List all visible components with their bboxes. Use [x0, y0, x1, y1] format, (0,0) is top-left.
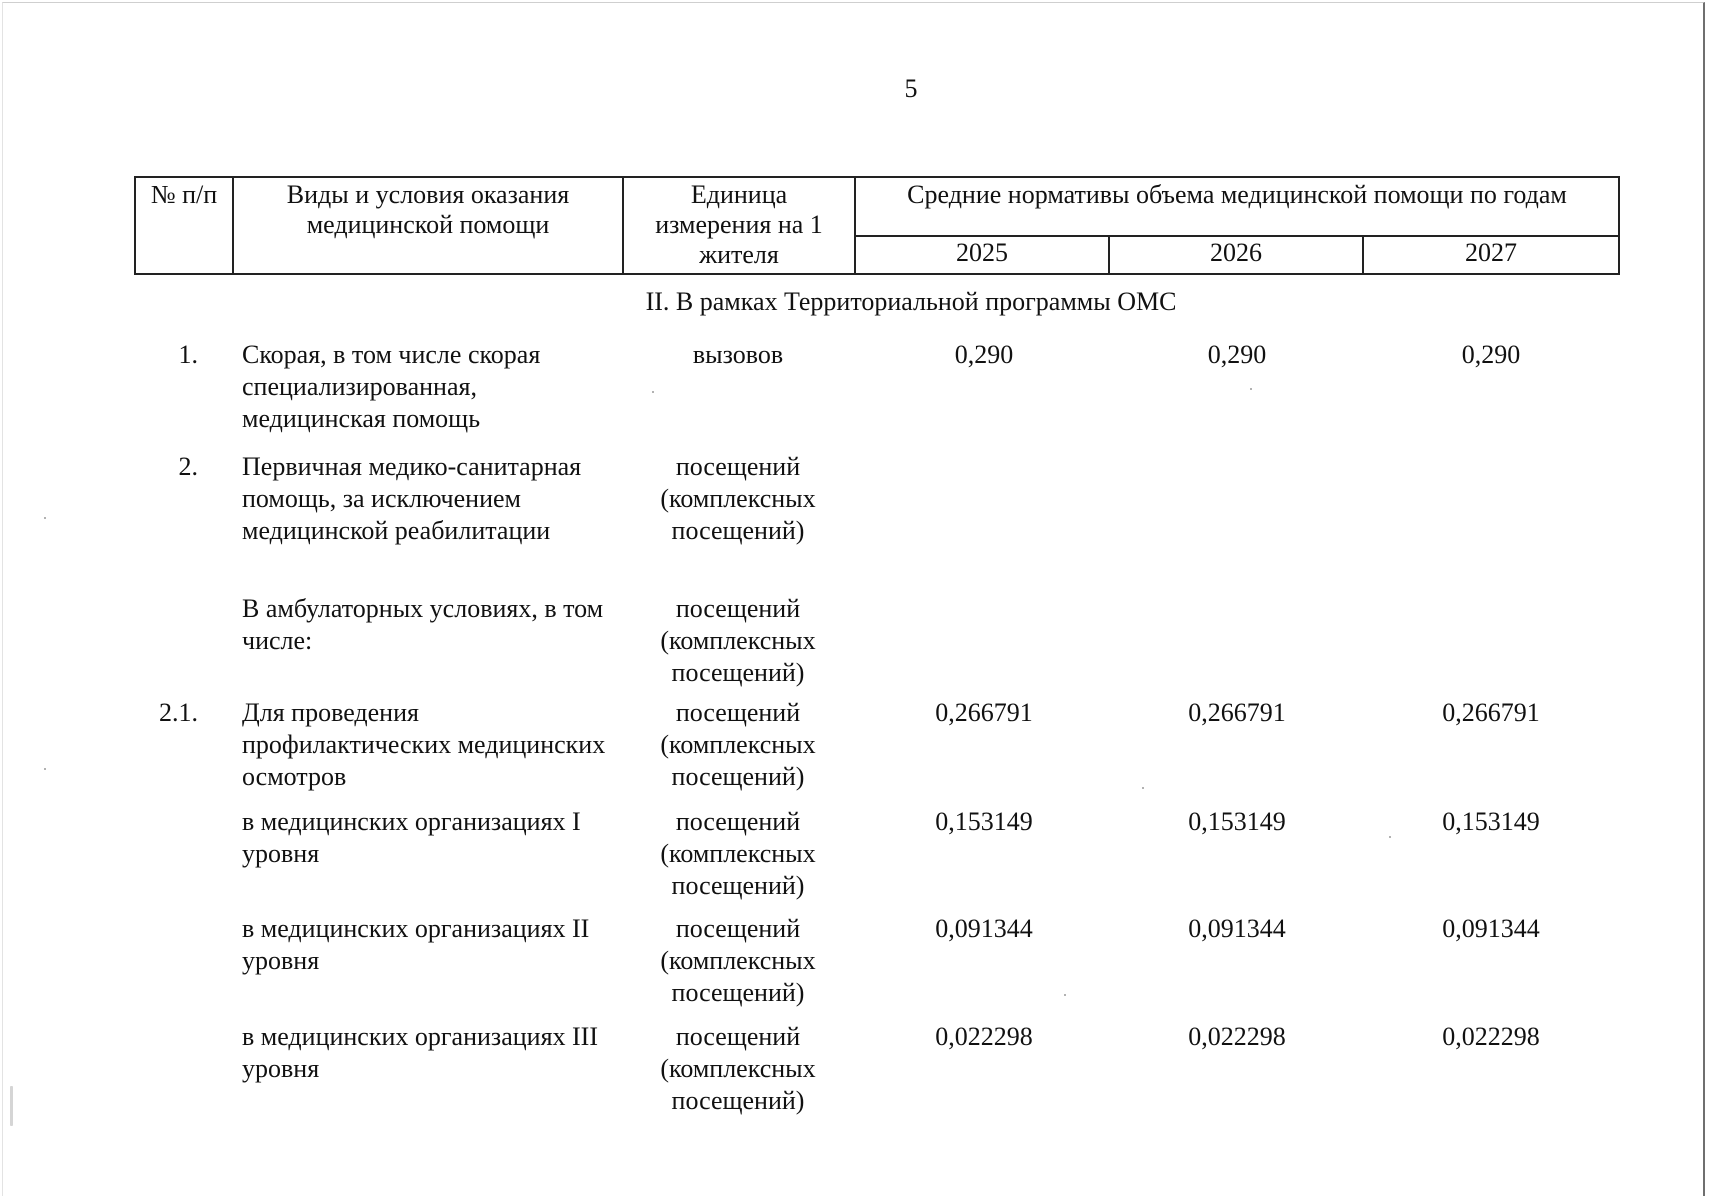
row-number: 2.1.	[159, 698, 198, 727]
header-col-norms: Средние нормативы объема медицинской помощи по годам	[855, 177, 1619, 236]
row-care-type: в медицинских организациях II уровня	[242, 914, 590, 975]
row-care-type: В амбулаторных условиях, в том числе:	[242, 594, 604, 655]
row-value-2027: 0,022298	[1442, 1022, 1540, 1051]
row-unit: посещений (комплексных посещений)	[660, 914, 816, 1007]
scan-speck	[652, 391, 654, 393]
row-unit: посещений (комплексных посещений)	[660, 698, 816, 791]
row-value-2025: 0,091344	[935, 914, 1033, 943]
row-value-2025: 0,266791	[935, 698, 1033, 727]
row-unit: вызовов	[692, 340, 784, 369]
row-value-2027: 0,290	[1461, 340, 1521, 369]
row-care-type: Скорая, в том числе скорая специализированная, медицинская помощь	[242, 340, 541, 433]
row-care-type: в медицинских организациях III уровня	[242, 1022, 599, 1083]
scan-speck	[44, 768, 46, 770]
scan-speck	[10, 1086, 13, 1126]
row-value-2025: 0,022298	[935, 1022, 1033, 1051]
row-value-2027: 0,153149	[1442, 807, 1540, 836]
row-value-2026: 0,290	[1207, 340, 1267, 369]
scan-speck	[1389, 836, 1391, 838]
header-col-number: № п/п	[135, 177, 233, 274]
row-unit: посещений (комплексных посещений)	[660, 1022, 816, 1115]
row-value-2027: 0,091344	[1442, 914, 1540, 943]
header-year-2025: 2025	[855, 236, 1109, 274]
header-year-2027: 2027	[1363, 236, 1619, 274]
row-care-type: Первичная медико-санитарная помощь, за исключением медицинской реабилитации	[242, 452, 582, 545]
row-care-type: в медицинских организациях I уровня	[242, 807, 581, 868]
row-value-2026: 0,266791	[1188, 698, 1286, 727]
scan-speck	[44, 517, 46, 519]
row-value-2025: 0,153149	[935, 807, 1033, 836]
row-unit: посещений (комплексных посещений)	[660, 807, 816, 900]
row-care-type: Для проведения профилактических медицинских осмотров	[242, 698, 606, 791]
row-value-2026: 0,153149	[1188, 807, 1286, 836]
row-number: 2.	[178, 452, 198, 481]
header-year-2026: 2026	[1109, 236, 1363, 274]
page-number: 5	[904, 74, 918, 103]
row-value-2026: 0,022298	[1188, 1022, 1286, 1051]
section-title: II. В рамках Территориальной программы ОМС	[645, 287, 1177, 316]
scan-speck	[1064, 994, 1066, 996]
table-header	[134, 176, 1620, 275]
row-value-2027: 0,266791	[1442, 698, 1540, 727]
row-unit: посещений (комплексных посещений)	[660, 594, 816, 687]
scan-speck	[1250, 388, 1252, 390]
scan-speck	[1142, 787, 1144, 789]
row-value-2026: 0,091344	[1188, 914, 1286, 943]
header-col-unit: Единица измерения на 1 жителя	[623, 177, 855, 274]
row-number: 1.	[178, 340, 198, 369]
row-unit: посещений (комплексных посещений)	[660, 452, 816, 545]
header-col-care-type: Виды и условия оказания медицинской помощи	[233, 177, 623, 274]
row-value-2025: 0,290	[954, 340, 1014, 369]
